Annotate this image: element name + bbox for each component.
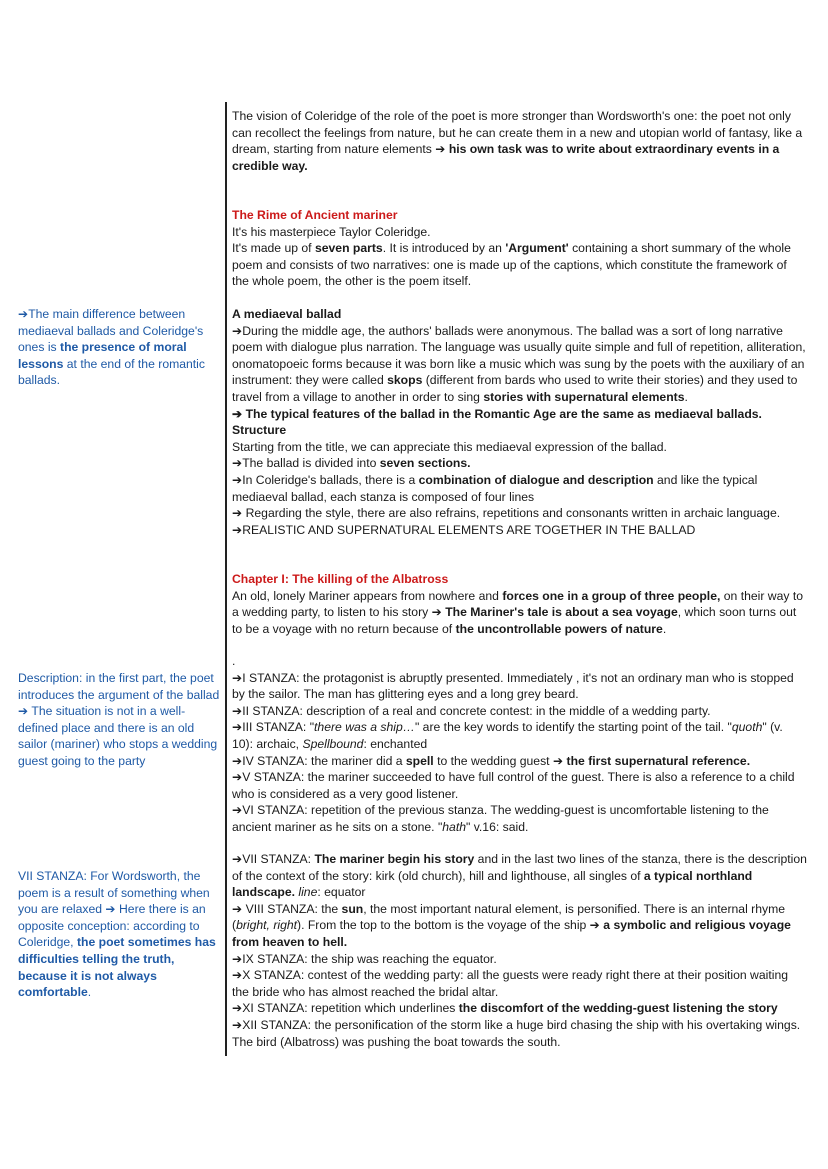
stanza-10: ➔X STANZA: contest of the wedding party: all the guests were ready right there at their position waiting the bride who has almost reached the bridal altar. — [232, 968, 788, 999]
ballad-paragraph-2: ➔ The typical features of the ballad in the Romantic Age are the same as mediaeval ballads. — [232, 406, 762, 421]
rime-paragraph: It's made up of seven parts. It is introduced by an 'Argument' containing a short summary of the whole poem and consists of two narratives: one is made up of the captions, which constitute the framework of the whole poem, the other is the poem itself. — [232, 241, 791, 289]
stanza-8: ➔ VIII STANZA: the sun, the most important natural element, is personified. There is an internal rhyme (bright, right). From the top to the bottom is the voyage of the ship ➔ a symbolic and religious voyage from heaven to hell. — [232, 901, 791, 949]
margin-note-1: ➔The main difference between mediaeval ballads and Coleridge's ones is the presence of moral lessons at the end of the romantic ballads. — [18, 307, 205, 388]
stanzas-first-group — [232, 653, 807, 836]
column-divider — [225, 102, 227, 1056]
stanza-6: ➔VI STANZA: repetition of the previous stanza. The wedding-guest is uncomfortable listening to the ancient mariner as he sits on a stone. "hath" v.16: said. — [232, 803, 769, 834]
stanza-5: ➔V STANZA: the mariner succeeded to have full control of the guest. There is also a reference to a child who is considered as a very good listener. — [232, 770, 795, 801]
chapter-section — [232, 571, 807, 637]
structure-line-5: ➔REALISTIC AND SUPERNATURAL ELEMENTS ARE TOGETHER IN THE BALLAD — [232, 522, 696, 537]
stanza-7: ➔VII STANZA: The mariner begin his story and in the last two lines of the stanza, there is the description of the context of the story: kirk (old church), hill and lighthouse, all singles of a typical northland landscape. line: equator — [232, 852, 807, 900]
margin-note-3: VII STANZA: For Wordsworth, the poem is a result of something when you are relaxed ➔ Here there is an opposite conception: according to Coleridge, the poet sometimes has difficulties telling the truth, because it is not always comfortable. — [18, 869, 216, 1000]
structure-line-4: ➔ Regarding the style, there are also refrains, repetitions and consonants written in archaic language. — [232, 506, 781, 521]
chapter-paragraph: An old, lonely Mariner appears from nowhere and forces one in a group of three people, on their way to a wedding party, to listen to his story ➔ The Mariner's tale is about a sea voyage, which soon turns out to be a voyage with no return because of the uncontrollable powers of nature. — [232, 588, 804, 636]
stanzas-second-group — [232, 851, 807, 1050]
structure-line-3: ➔In Coleridge's ballads, there is a combination of dialogue and description and like the typical mediaeval ballad, each stanza is composed of four lines — [232, 472, 758, 504]
stanza-3: ➔III STANZA: "there was a ship…" are the key words to identify the starting point of the tail. "quoth" (v. 10): archaic, Spellbound: enchanted — [232, 720, 783, 751]
chapter-title: Chapter I: The killing of the Albatross — [232, 572, 449, 586]
structure-line-2: ➔The ballad is divided into seven sections. — [232, 456, 471, 471]
structure-heading: Structure — [232, 423, 287, 438]
rime-section — [232, 207, 807, 290]
ballad-heading: A mediaeval ballad — [232, 307, 342, 321]
stanza-12: ➔XII STANZA: the personification of the storm like a huge bird chasing the ship with his overtaking wings. The bird (Albatross) was pushing the boat towards the south. — [232, 1017, 801, 1049]
rime-title: The Rime of Ancient mariner — [232, 208, 398, 222]
stanza-9: ➔IX STANZA: the ship was reaching the equator. — [232, 951, 497, 966]
structure-line-1: Starting from the title, we can appreciate this mediaeval expression of the ballad. — [232, 439, 667, 454]
intro-paragraph — [232, 108, 807, 174]
stanza-4: ➔IV STANZA: the mariner did a spell to the wedding guest ➔ the first supernatural reference. — [232, 753, 751, 768]
stanza-11: ➔XI STANZA: repetition which underlines the discomfort of the wedding-guest listening the story — [232, 1001, 778, 1016]
stanza-1: ➔I STANZA: the protagonist is abruptly presented. Immediately , it's not an ordinary man who is stopped by the sailor. The man has glittering eyes and a long grey beard. — [232, 670, 794, 702]
margin-note-2: Description: in the first part, the poet introduces the argument of the ballad ➔ The situation is not in a well-defined place and there is an old sailor (mariner) who stops a wedding guest going to the party — [18, 671, 220, 768]
intro-text: The vision of Coleridge of the role of the poet is more stronger than Wordsworth's one: the poet not only can recollect the feelings from nature, but he can create them in a new and utopian world of fantasy, like a dream, starting from nature elements ➔ — [232, 109, 803, 157]
stanza-2: ➔II STANZA: description of a real and concrete contest: in the middle of a wedding party. — [232, 703, 711, 718]
ballad-section — [232, 306, 807, 538]
ballad-paragraph-1: ➔During the middle age, the authors' ballads were anonymous. The ballad was a sort of long narrative poem with dialogue plus narration. The language was usually quite simple and full of repetition, alliteration, onomatopoeic forms because it was born like a music which was sung by the poets with the auxiliary of an instrument: they were called skops (different from bards who used to write their stories) and they used to travel from a village to another in order to sing stories with supernatural elements. — [232, 323, 806, 404]
intro-bold: his own task was to write about extraordinary events in a credible way. — [232, 142, 780, 173]
rime-line-1: It's his masterpiece Taylor Coleridge. — [232, 224, 431, 239]
stanza-dot: . — [232, 654, 236, 668]
